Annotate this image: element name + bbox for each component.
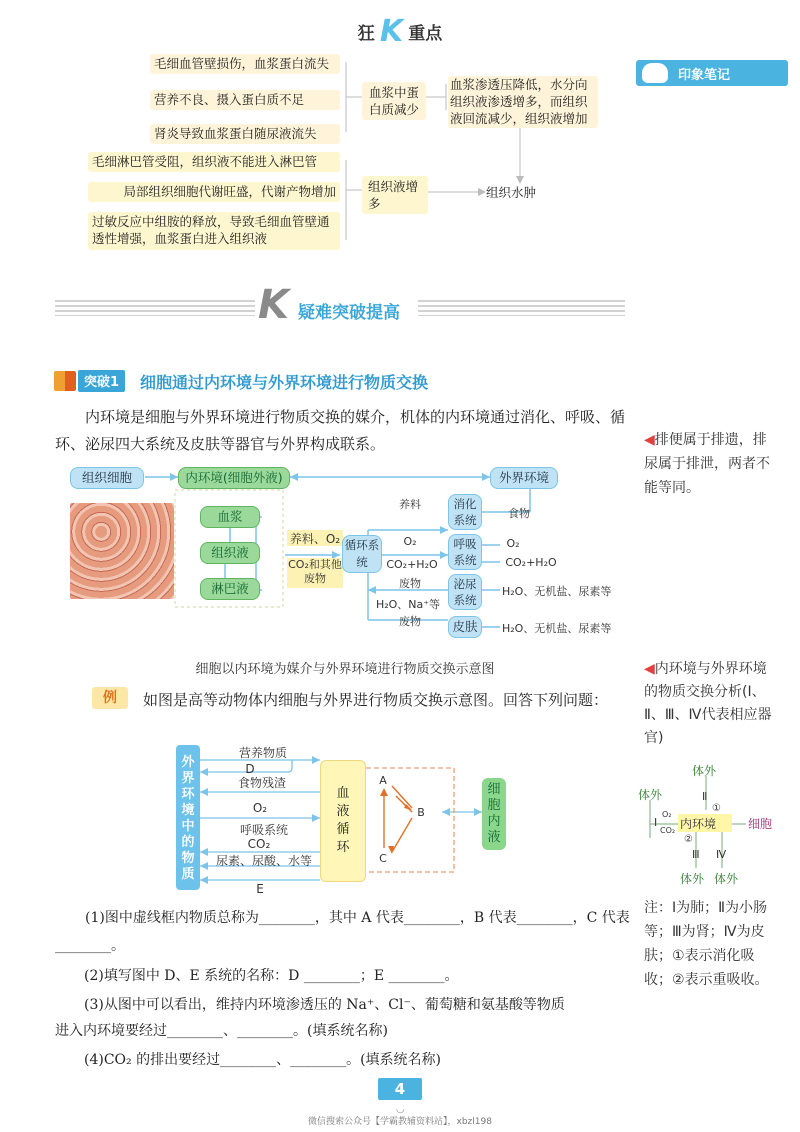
h2o-na-label: H₂O、Na⁺等: [375, 598, 441, 611]
side-note-2: [644, 658, 780, 750]
red-triangle-icon: ◀: [644, 432, 655, 448]
food-residue-label: 食物残渣: [237, 776, 286, 790]
notes-tab-label: 印象笔记: [678, 68, 731, 83]
question-3a: (3)从图中可以看出，维持内环境渗透压的 Na⁺、Cl⁻、葡萄糖和氨基酸等物质: [84, 997, 565, 1013]
header-prefix: 狂: [357, 24, 375, 44]
mini-outside-top: 体外: [692, 764, 717, 778]
elephant-icon: [642, 63, 668, 83]
footer-text: 微信搜索公众号【学霸教辅资料站】，xbzl198: [308, 1117, 492, 1127]
side-note-2-title: 内环境与外界环境的物质交换分析(Ⅰ、Ⅱ、Ⅲ、Ⅳ代表相应器官): [644, 661, 772, 746]
mini-outside-bottom-1: 体外: [680, 872, 705, 886]
breakthrough-title: 细胞通过内环境与外界环境进行物质交换: [140, 373, 429, 392]
skin-output-label: H₂O、无机盐、尿素等: [502, 622, 612, 635]
side-note-2-explain: 注：Ⅰ为肺；Ⅱ为小肠等；Ⅲ为肾；Ⅳ为皮肤；①表示消化吸收；②表示重吸收。: [644, 900, 769, 988]
lymph-pill: 淋巴液: [200, 578, 260, 600]
question-4: (4)CO₂ 的排出要经过________、________。(填系统名称): [84, 1052, 442, 1068]
edema-cause-5: 局部组织细胞代谢旺盛，代谢产物增加: [88, 182, 340, 202]
waste-label-1: 废物: [399, 577, 421, 590]
co2h2o-left-label: CO₂+H₂O: [386, 558, 438, 571]
nutrient-label: 养料: [399, 498, 421, 511]
question-3b: 进入内环境要经过________、________。(填系统名称): [55, 1023, 388, 1039]
co2-waste-label: CO₂和其他废物: [287, 558, 343, 588]
node-A: A: [379, 774, 387, 787]
urine-output-label: H₂O、无机盐、尿素等: [502, 585, 612, 598]
o2-right-label: O₂: [506, 537, 520, 550]
o2-label-2: O₂: [252, 801, 268, 815]
waste-label-2: 废物: [399, 615, 421, 628]
breakthrough-tag: 突破1: [78, 370, 125, 392]
red-triangle-icon-2: ◀: [644, 661, 655, 677]
section-k-logo: K: [258, 282, 289, 328]
tissue-fluid-box: 组织液增多: [362, 176, 428, 214]
nutrients-label: 营养物质: [238, 746, 287, 760]
edema-cause-4: 毛细淋巴管受阻，组织液不能进入淋巴管: [88, 152, 340, 172]
page-number: 4: [378, 1078, 422, 1100]
header-k-logo: K: [379, 14, 404, 49]
edema-effect-text: 血浆渗透压降低，水分向组织液渗透增多，而组织液回流减少，组织液增加: [448, 76, 598, 128]
question-1-text: (1)图中虚线框内物质总称为________，其中 A 代表________，B 代表________，C 代表________。: [55, 910, 630, 954]
mini-label-II: Ⅱ: [702, 790, 708, 803]
urinary-system: 泌尿系统: [448, 574, 482, 610]
intracellular-fluid-box: [482, 778, 506, 850]
external-substances-box: [176, 745, 200, 890]
blood-circulation-box: [320, 760, 366, 882]
plasma-protein-box: 血浆中蛋白质减少: [362, 82, 426, 120]
blood-circulation-label: 血液循环: [336, 786, 350, 855]
mini-center-env: 内环境: [680, 817, 717, 831]
system-D-label: D: [245, 762, 255, 776]
header-suffix: 重点: [408, 24, 443, 44]
section-title-text: 疑难突破提高: [298, 303, 400, 323]
question-1: [55, 904, 635, 960]
mini-co2: CO₂: [660, 826, 676, 835]
edema-cause-3: 肾炎导致血浆蛋白随尿液流失: [150, 124, 340, 144]
o2-left-label: O₂: [403, 535, 417, 548]
node-C: C: [379, 852, 387, 865]
mini-label-I: Ⅰ: [654, 816, 658, 829]
edema-cause-1: 毛细血管壁损伤，血浆蛋白流失: [150, 54, 340, 74]
mini-outside-left: 体外: [638, 788, 663, 802]
digestive-system: 消化系统: [448, 494, 482, 530]
node-B: B: [417, 806, 425, 819]
edema-cause-6: 过敏反应中组胺的释放，导致毛细血管壁通透性增强，血浆蛋白进入组织液: [88, 212, 340, 250]
side-note-1: [644, 428, 780, 500]
respiratory-system: 呼吸系统: [448, 534, 482, 570]
mini-circle-2: ②: [684, 834, 693, 845]
co2-label-2: CO₂: [247, 837, 271, 851]
notes-tab: [636, 60, 788, 86]
urea-label: 尿素、尿酸、水等: [215, 854, 312, 868]
example-text: 如图是高等动物体内细胞与外界进行物质交换示意图。回答下列问题：: [143, 691, 609, 709]
edema-cause-2: 营养不良、摄入蛋白质不足: [150, 90, 340, 110]
external-env-pill: 外界环境: [490, 467, 558, 489]
diagram1-caption: 细胞以内环境为媒介与外界环境进行物质交换示意图: [195, 662, 495, 677]
skin-organ: 皮肤: [448, 616, 482, 638]
mini-o2: O₂: [662, 810, 672, 819]
plasma-pill: 血浆: [200, 506, 260, 528]
mini-outside-bottom-2: 体外: [714, 872, 739, 886]
internal-env-pill: 内环境(细胞外液): [178, 467, 290, 489]
mini-circle-1: ①: [712, 803, 721, 814]
mini-cell: 细胞: [748, 817, 773, 831]
side-note-1-text: 排便属于排遗，排尿属于排泄，两者不能等同。: [644, 432, 770, 496]
footer-decoration: ◡: [396, 1104, 405, 1115]
mini-label-IV: Ⅳ: [716, 848, 727, 861]
tissue-cell-pill: 组织细胞: [70, 467, 144, 489]
system-E-label: E: [256, 882, 264, 896]
question-2: (2)填写图中 D、E 系统的名称：D ________；E ________。: [84, 968, 459, 984]
food-label: 食物: [508, 507, 530, 520]
intracellular-fluid-label: 细胞内液: [487, 782, 501, 845]
mini-label-III: Ⅲ: [692, 848, 700, 861]
tissue-edema-label: 组织水肿: [486, 185, 537, 200]
example-tag: 例: [92, 687, 128, 709]
co2h2o-right-label: CO₂+H₂O: [505, 556, 557, 569]
intro-paragraph: 内环境是细胞与外界环境进行物质交换的媒介，机体的内环境通过消化、呼吸、循环、泌尿四大系统及皮肤等器官与外界构成联系。: [55, 408, 626, 453]
respiratory-label-2: 呼吸系统: [239, 823, 288, 837]
nutrient-o2-label: 养料、O₂: [287, 530, 343, 546]
circulation-system: 循环系统: [342, 535, 382, 573]
tissue-fluid-pill: 组织液: [200, 542, 260, 564]
external-substances-label: 外界环境中的物质: [181, 755, 195, 882]
